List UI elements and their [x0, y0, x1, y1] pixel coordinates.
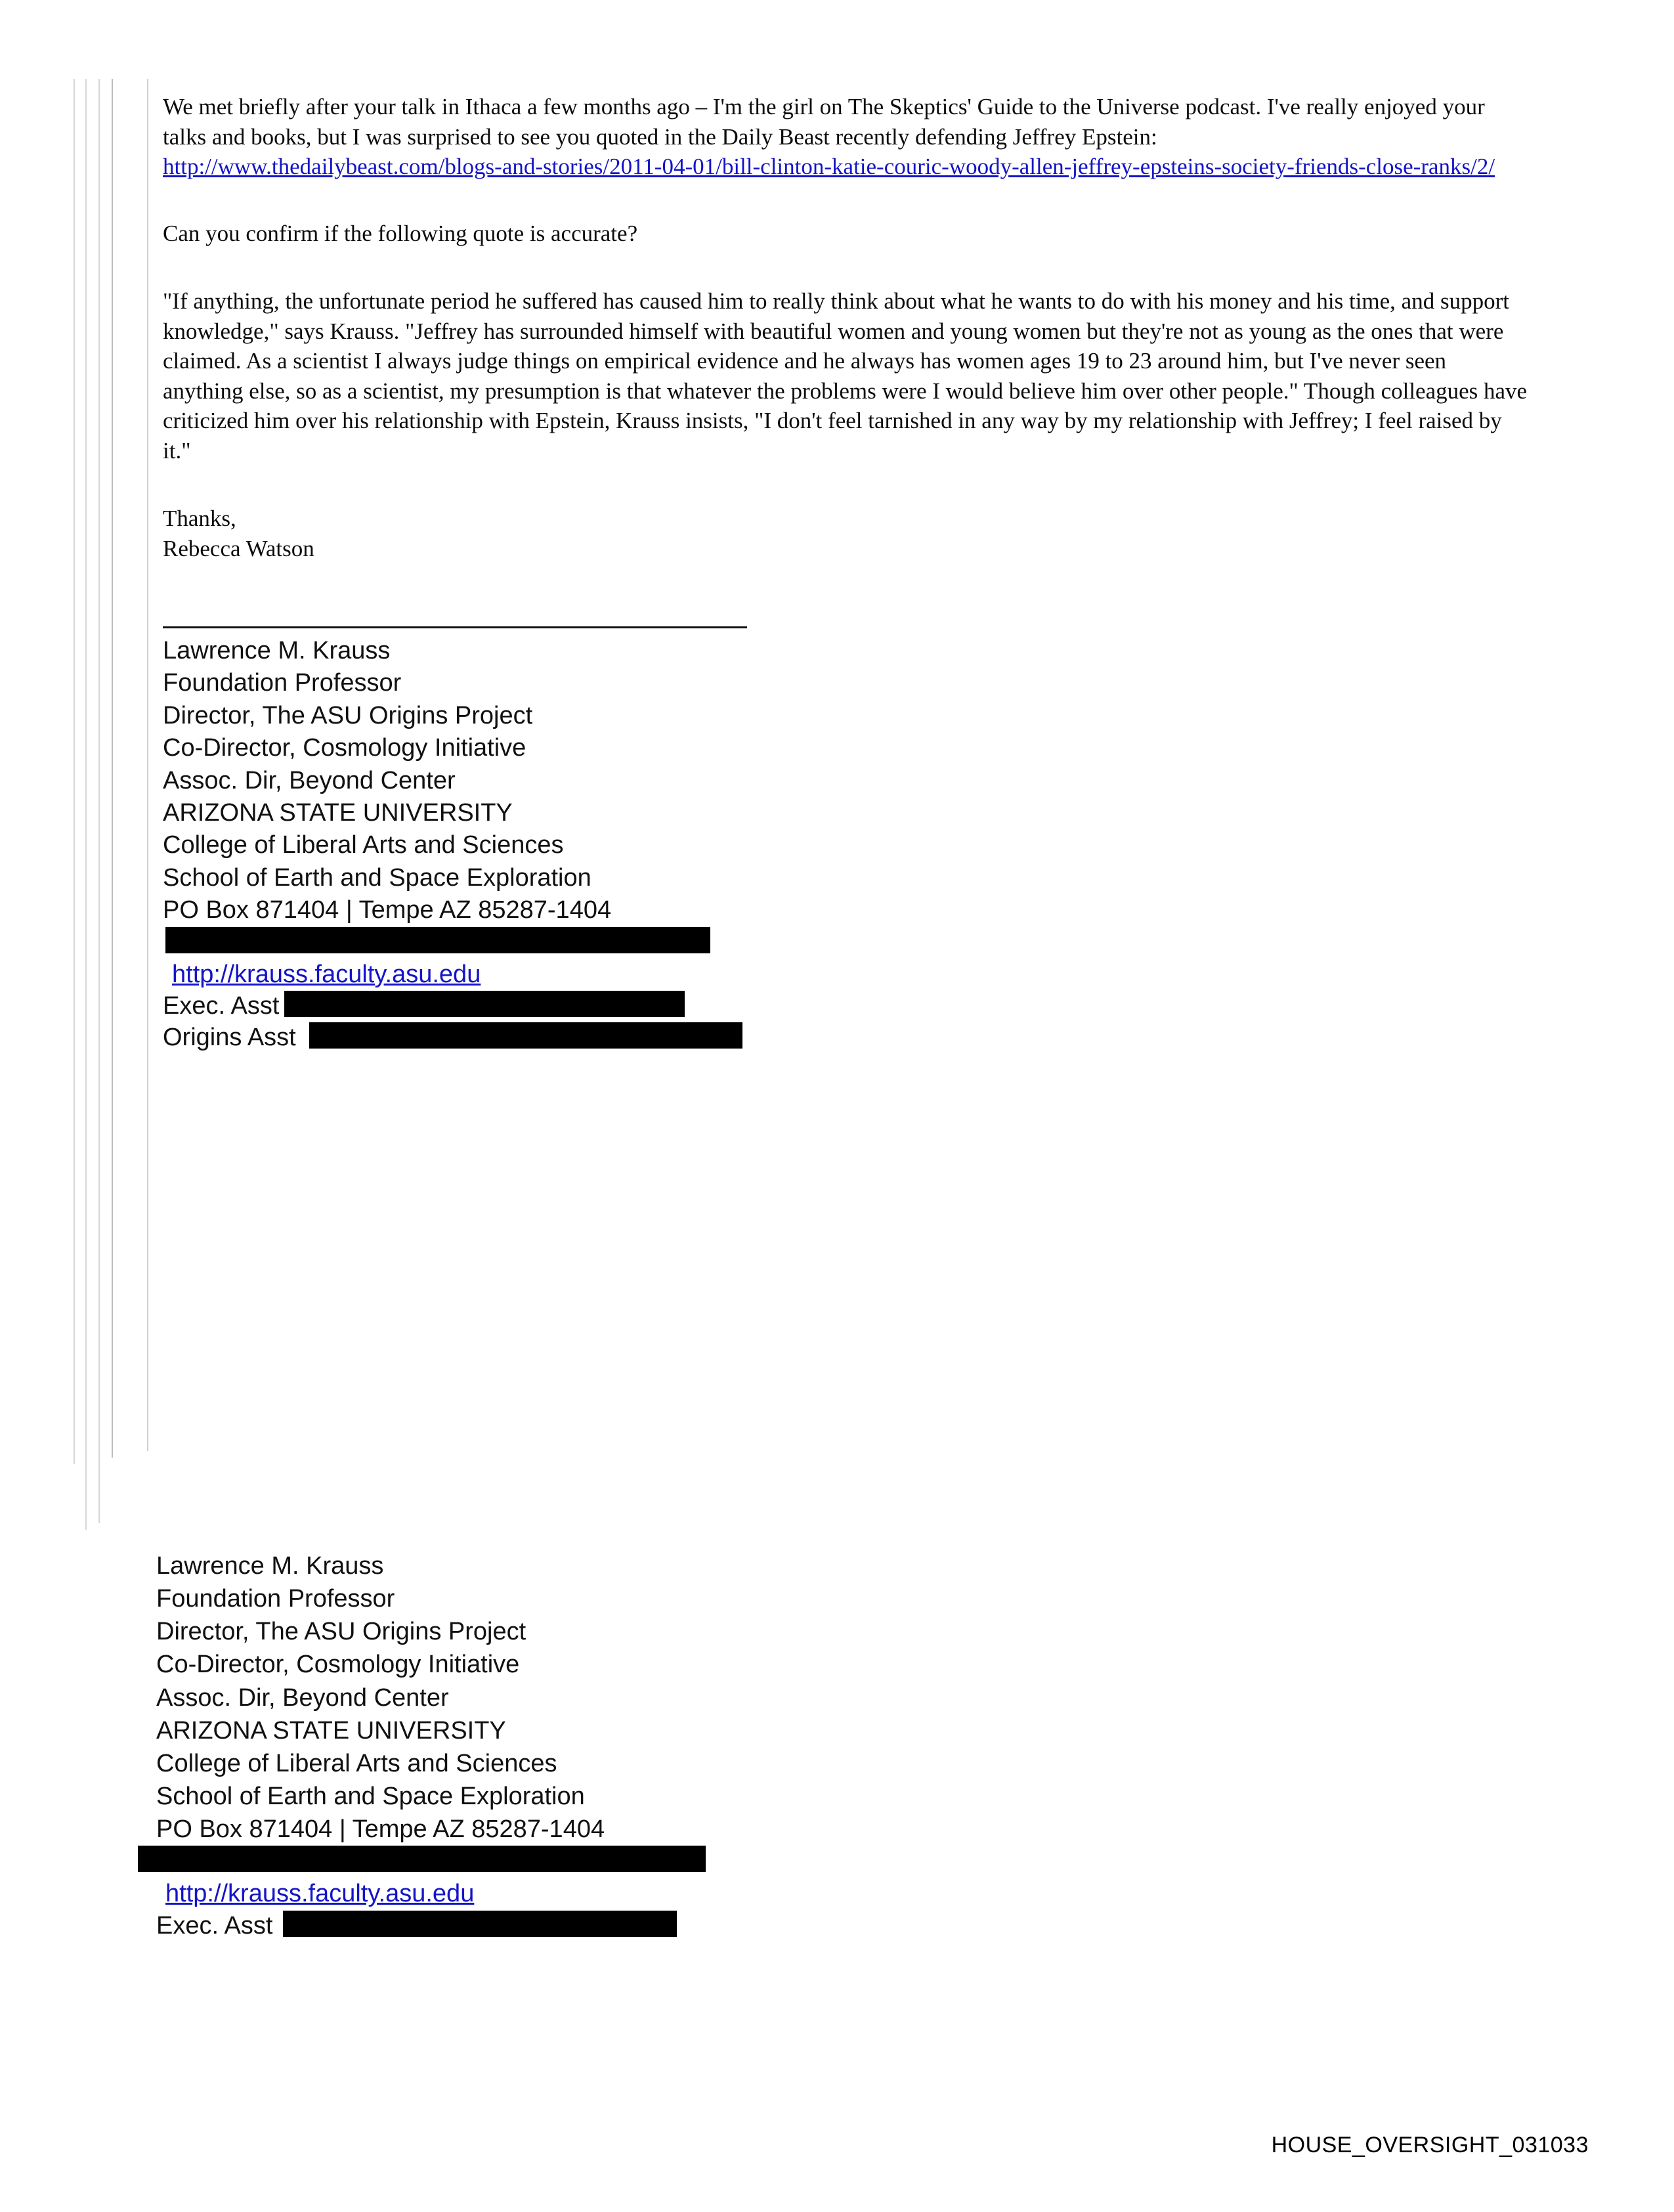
signature-line: Lawrence M. Krauss	[156, 1552, 384, 1580]
website-row	[156, 1877, 706, 1910]
faculty-website-link[interactable]: http://krauss.faculty.asu.edu	[172, 960, 481, 988]
exec-asst-label: Exec. Asst	[156, 1912, 273, 1940]
signature-line: College of Liberal Arts and Sciences	[156, 1749, 557, 1777]
signature-line: Assoc. Dir, Beyond Center	[163, 766, 456, 794]
signature-line: Foundation Professor	[156, 1585, 395, 1613]
signature-block-one	[163, 635, 1541, 1054]
document-content	[163, 92, 1541, 1054]
origins-asst-label: Origins Asst	[163, 1024, 296, 1052]
redaction-bar	[309, 1022, 742, 1049]
signature-line: Assoc. Dir, Beyond Center	[156, 1683, 449, 1712]
signature-line: PO Box 871404 | Tempe AZ 85287-1404	[163, 896, 612, 924]
exec-asst-row	[163, 991, 1541, 1022]
signature-line: Co-Director, Cosmology Initiative	[163, 734, 526, 762]
paragraph-gap	[163, 485, 1532, 504]
redaction-row	[163, 927, 1541, 959]
scan-rail	[74, 79, 75, 1464]
website-row	[163, 959, 1541, 991]
redaction-row	[156, 1846, 706, 1877]
signature-line: Foundation Professor	[163, 669, 402, 697]
signature-line: Co-Director, Cosmology Initiative	[156, 1651, 520, 1679]
paragraph-gap	[163, 182, 1532, 219]
signature-block-two	[156, 1550, 706, 1942]
signature-line: ARIZONA STATE UNIVERSITY	[163, 798, 513, 827]
faculty-website-link[interactable]: http://krauss.faculty.asu.edu	[165, 1880, 475, 1908]
exec-asst-label: Exec. Asst	[163, 992, 280, 1020]
exec-asst-row	[156, 1911, 706, 1942]
body-paragraph-question: Can you confirm if the following quote is accurate?	[163, 220, 638, 246]
scan-rail	[112, 79, 113, 1458]
signature-line: School of Earth and Space Exploration	[163, 863, 591, 892]
paragraph-gap	[163, 268, 1532, 286]
closing-line: Thanks,	[163, 506, 236, 531]
body-paragraph-intro: We met briefly after your talk in Ithaca a few months ago – I'm the girl on The Skeptics' Guide to the Universe podcast. I've really enjoyed your talks and books, but I was surprised to see you quoted in the Daily Beast recently defending Jeffrey Epstein:	[163, 94, 1485, 150]
signature-line: College of Liberal Arts and Sciences	[163, 831, 564, 859]
signature-divider	[163, 626, 747, 628]
daily-beast-link[interactable]: http://www.thedailybeast.com/blogs-and-stories/2011-04-01/bill-clinton-katie-couric-woody-allen-jeffrey-epsteins-society-friends-close-ranks/2/	[163, 154, 1495, 179]
body-paragraph-quote: "If anything, the unfortunate period he suffered has caused him to really think about what he wants to do with his money and his time, and support knowledge," says Krauss. "Jeffrey has surrounded himself with beautiful women and young women but they're not as young as the ones that were claimed. As a scientist I always judge things on empirical evidence and he always has women ages 19 to 23 around him, but I've never seen anything else, so as a scientist, my presumption is that whatever the problems were I would believe him over other people." Though colleagues have criticized him over his relationship with Epstein, Krauss insists, "I don't feel tarnished in any way by my relationship with Jeffrey; I feel raised by it."	[163, 288, 1528, 464]
redaction-bar	[138, 1846, 706, 1872]
redaction-bar	[165, 927, 710, 953]
sender-name: Rebecca Watson	[163, 535, 314, 561]
daily-beast-link-paragraph	[163, 152, 1532, 182]
signature-line: PO Box 871404 | Tempe AZ 85287-1404	[156, 1815, 605, 1844]
signature-line: Director, The ASU Origins Project	[163, 701, 533, 729]
origins-asst-row	[163, 1022, 1541, 1054]
redaction-bar	[283, 1911, 677, 1937]
redaction-bar	[284, 991, 685, 1017]
scan-rail	[98, 79, 100, 1523]
signature-line: Director, The ASU Origins Project	[156, 1618, 526, 1646]
email-body	[163, 92, 1532, 563]
bates-number: HOUSE_OVERSIGHT_031033	[1271, 2133, 1589, 2158]
scan-rail	[147, 79, 148, 1451]
signature-line: Lawrence M. Krauss	[163, 637, 391, 664]
signature-line: ARIZONA STATE UNIVERSITY	[156, 1716, 506, 1745]
scan-rail	[85, 79, 87, 1530]
signature-line: School of Earth and Space Exploration	[156, 1783, 585, 1811]
